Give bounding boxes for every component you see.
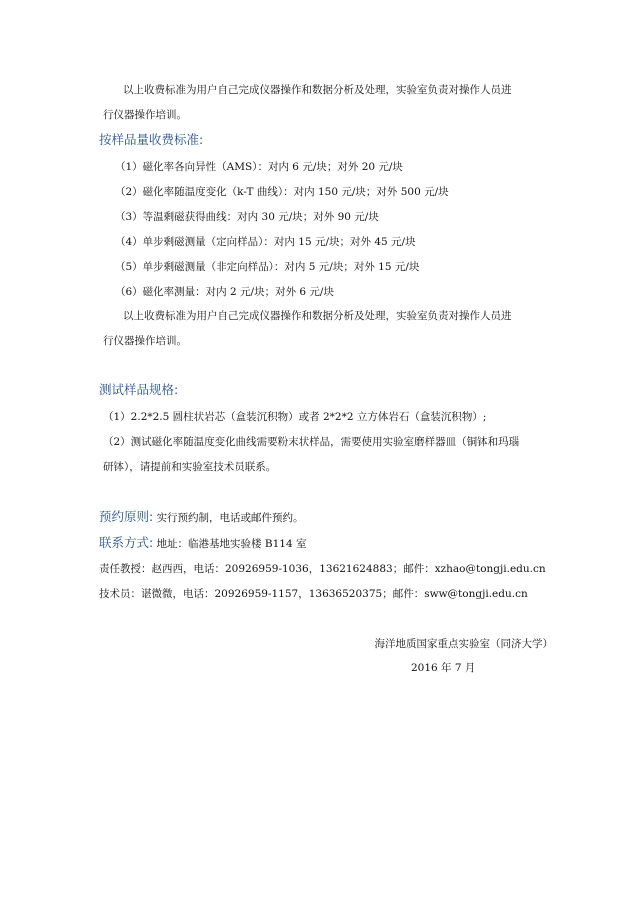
intro-line-2: 行仪器操作培训。 (103, 109, 187, 121)
fee-item: （3）等温剩磁获得曲线：对内 30 元/块；对外 90 元/块 (115, 211, 379, 223)
fee-note-line-1: 以上收费标准为用户自己完成仪器操作和数据分析及处理，实验室负责对操作人员进 (123, 310, 512, 322)
fee-note-line-2: 行仪器操作培训。 (103, 335, 187, 347)
sample-spec-item-1: （1）2.2*2.5 圆柱状岩芯（盒装沉积物）或者 2*2*2 立方体岩石（盒装沉积物）; (103, 411, 487, 423)
sample-spec-heading: 测试样品规格: (99, 382, 179, 397)
sample-spec-item-2-line-1: （2）测试磁化率随温度变化曲线需要粉末状样品，需要使用实验室磨样器皿（铜钵和玛瑙 (103, 436, 520, 448)
signature-date: 2016 年 7 月 (411, 662, 476, 674)
contact-technician: 技术员：谌微微，电话：20926959-1157，13636520375；邮件：sww@tongji.edu.cn (99, 588, 528, 600)
per-sample-heading: 按样品量收费标准: (99, 132, 204, 147)
fee-item: （1）磁化率各向异性（AMS）：对内 6 元/块；对外 20 元/块 (115, 161, 403, 173)
contact-label: 联系方式: (99, 535, 154, 550)
fee-item: （4）单步剩磁测量（定向样品）：对内 15 元/块；对外 45 元/块 (115, 236, 416, 248)
booking-row (99, 510, 304, 525)
contact-row (99, 536, 307, 551)
fee-item: （6）磁化率测量：对内 2 元/块；对外 6 元/块 (115, 286, 334, 298)
contact-address: 地址：临港基地实验楼 B114 室 (156, 538, 307, 550)
contact-professor: 责任教授：赵西西，电话：20926959-1036，13621624883；邮件：xzhao@tongji.edu.cn (99, 563, 546, 575)
booking-label: 预约原则: (99, 509, 154, 524)
booking-text: 实行预约制，电话或邮件预约。 (156, 512, 304, 524)
signature-org: 海洋地质国家重点实验室（同济大学） (374, 638, 553, 650)
fee-item: （5）单步剩磁测量（非定向样品）：对内 5 元/块；对外 15 元/块 (115, 261, 420, 273)
fee-item: （2）磁化率随温度变化（k-T 曲线）：对内 150 元/块；对外 500 元/块 (115, 186, 449, 198)
intro-line-1: 以上收费标准为用户自己完成仪器操作和数据分析及处理，实验室负责对操作人员进 (123, 84, 512, 96)
sample-spec-item-2-line-2: 研钵），请提前和实验室技术员联系。 (103, 461, 277, 473)
